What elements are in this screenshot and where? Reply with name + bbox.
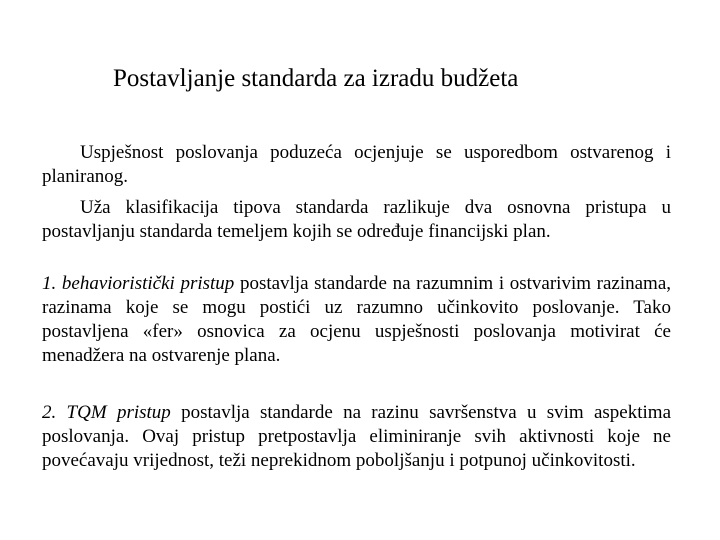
- term-behavioral-approach: behavioristički pristup: [61, 273, 235, 294]
- term-tqm-approach: TQM pristup: [66, 402, 171, 423]
- list-item-behavioral-approach: [42, 272, 671, 368]
- list-item-number: 2.: [42, 402, 57, 423]
- list-item-text: postavlja standarde na razumnim i ostvarivim razinama, razinama koje se mogu postići uz razumno učinkovito poslovanje. Tako postavljena «fer» osnovica za ocjenu uspješnosti poslovanja motivirat će menadžera na ostvarenje plana.: [42, 273, 672, 366]
- paragraph-success-evaluation: Uspješnost poslovanja poduzeća ocjenjuje se usporedbom ostvarenog i planiranog.: [42, 142, 671, 187]
- list-item-tqm-approach: [42, 401, 671, 473]
- list-item-text: postavlja standarde na razinu savršenstva u svim aspektima poslovanja. Ovaj pristup pretpostavlja eliminiranje svih aktivnosti koje ne povećavaju vrijednost, teži neprekidnom poboljšanju i potpunoj učinkovitosti.: [42, 402, 672, 471]
- list-item-number: 1.: [42, 273, 57, 294]
- slide-title: Postavljanje standarda za izradu budžeta: [113, 65, 519, 92]
- paragraph-standards-classification: Uža klasifikacija tipova standarda razlikuje dva osnovna pristupa u postavljanju standarda temeljem kojih se određuje financijski plan.: [42, 197, 671, 242]
